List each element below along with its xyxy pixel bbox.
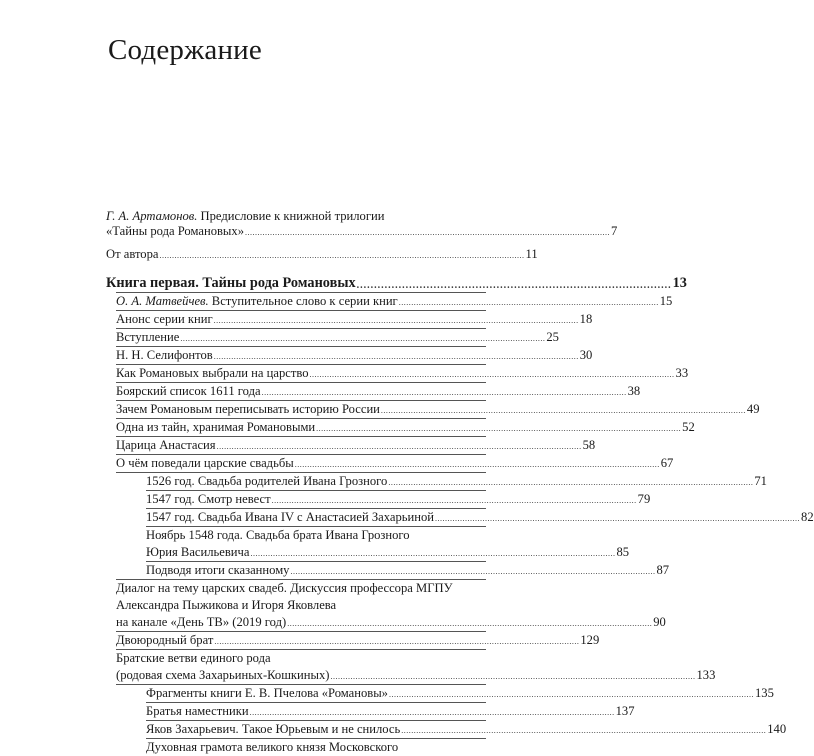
toc-entry-page: 49 [746,402,760,416]
leader-dots: .................................................................................................................................................. [213,352,579,361]
toc-entry-page: 13 [672,275,687,291]
leader-dots: .................................................................................................................................................. [250,549,616,558]
toc-entry-text: Диалог на тему царских свадеб. Дискуссия профессора МГПУ [116,581,453,595]
toc-subentry [146,527,486,544]
toc-entry-text: От автора [106,247,159,261]
leader-dots: .................................................................................................................................................. [214,637,580,646]
leader-dots: .................................................................................................................................................. [213,316,579,325]
toc-entry-page: 11 [525,247,538,261]
toc-entry-page: 7 [611,224,618,238]
toc-entry-text: Боярский список 1611 года [116,384,261,398]
leader-dots: .................................................................................................................................................. [435,514,801,523]
toc-entry [116,455,674,472]
toc-entry [106,223,618,240]
toc-entry [116,347,593,364]
toc-entry-text: 1547 год. Смотр невест [146,492,271,506]
toc-entry-page: 58 [582,438,596,452]
toc-entry [116,614,666,631]
leader-dots: .................................................................................................................................................. [180,334,546,343]
leader-dots: .................................................................................................................................................. [261,388,627,397]
leader-dots: .................................................................................................................................................. [290,567,656,576]
toc-entry-text: Юрия Васильевича [146,545,250,559]
leader-dots: .................................................................................................................................................. [294,460,660,469]
toc-subentry [146,721,787,738]
leader-dots: .................................................................................................................................................. [316,424,682,433]
toc-entry-text: Фрагменты книги Е. В. Пчелова «Романовы» [146,686,388,700]
leader-dots: .................................................................................................................................................. [388,690,754,699]
toc-entry-text: Яков Захарьевич. Такое Юрьевым и не снилось [146,722,401,736]
toc-entry-page: 18 [579,312,593,326]
toc-entry-text: Вступление [116,330,180,344]
toc-subentry [146,739,486,754]
toc-entry-page: 71 [754,474,767,488]
toc-entry-page: 87 [656,563,670,577]
toc-entry-page: 25 [546,330,559,344]
toc-book-heading [106,274,687,293]
toc-entry-page: 133 [696,668,716,682]
toc-entry-author: Г. А. Артамонов. [106,209,198,223]
leader-dots: .................................................................................................................................................. [159,251,525,260]
toc-entry-page: 129 [580,633,600,647]
toc-entry-page: 33 [675,366,689,380]
toc-entry [116,437,596,454]
toc-entry-text: Духовная грамота великого князя Московского [146,740,399,754]
toc-entry [116,329,559,346]
toc-entry [106,246,538,263]
toc-entry [116,580,486,597]
leader-dots: .................................................................................................................................................. [401,726,767,735]
leader-dots: .................................................................................................................................................. [271,496,637,505]
toc-entry-page: 82 [801,510,814,524]
leader-dots: .................................................................................................................................................. [245,228,610,237]
toc-subentry [146,473,767,490]
leader-dots: .................................................................................................................................................. [330,672,696,681]
toc-entry [116,383,641,400]
toc-entry [116,365,689,382]
toc-subentry [146,509,814,526]
toc-entry-text: 1526 год. Свадьба родителей Ивана Грозного [146,474,388,488]
leader-dots: .................................................................................................................................................. [287,619,653,628]
leader-dots: ........................................................................................................ [398,298,659,307]
toc-entry-text: Подводя итоги сказанному [146,563,290,577]
toc-entry-author: О. А. Матвейчев. [116,294,209,308]
toc-entry-page: 67 [660,456,674,470]
toc-entry-text: Царица Анастасия [116,438,216,452]
toc-entry [116,419,695,436]
toc-subentry [146,703,635,720]
toc-entry-text: Анонс серии книг [116,312,213,326]
toc-subentry [146,685,774,702]
leader-dots: .......................................................................................... [356,280,672,291]
toc-entry-text: Предисловие к книжной трилогии [197,209,385,223]
toc-entry [116,667,716,684]
toc-entry [116,293,673,310]
toc-entry [116,597,486,614]
toc-entry [116,632,600,649]
toc-entry-text: Зачем Романовым переписывать историю России [116,402,380,416]
leader-dots: .................................................................................................................................................. [249,708,615,717]
toc-entry-text: Александра Пыжикова и Игоря Яковлева [116,598,337,612]
toc-entry-text: Книга первая. Тайны рода Романовых [106,275,356,291]
page-title: Содержание [108,34,262,66]
toc-entry-text: 1547 год. Свадьба Ивана IV с Анастасией Захарьиной [146,510,435,524]
toc-entry-text: на канале «День ТВ» (2019 год) [116,615,287,629]
toc-entry-page: 140 [767,722,787,736]
toc-entry-page: 30 [579,348,593,362]
toc-entry-text: О чём поведали царские свадьбы [116,456,294,470]
toc-entry-text: Братские ветви единого рода [116,651,271,665]
toc-subentry [146,544,630,561]
toc-entry-page: 79 [637,492,651,506]
toc-subentry [146,491,651,508]
toc-entry-text: Как Романовых выбрали на царство [116,366,309,380]
toc-entry-text: Одна из тайн, хранимая Романовыми [116,420,316,434]
toc-entry-page: 135 [754,686,774,700]
toc-entry [116,401,760,418]
leader-dots: .................................................................................................................................................. [216,442,582,451]
toc-entry-page: 52 [682,420,695,434]
toc-entry [116,650,486,667]
leader-dots: .................................................................................................................................................. [309,370,675,379]
toc-entry-text: Братья наместники [146,704,249,718]
toc-entry-text: «Тайны рода Романовых» [106,224,244,238]
toc-entry-text: Ноябрь 1548 года. Свадьба брата Ивана Грозного [146,528,410,542]
toc-entry-text: Двоюродный брат [116,633,214,647]
toc-entry [116,311,593,328]
toc-entry-page: 85 [616,545,630,559]
toc-entry-text: (родовая схема Захарьиных-Кошкиных) [116,668,330,682]
leader-dots: .................................................................................................................................................. [388,478,754,487]
toc-entry-page: 137 [615,704,635,718]
toc-subentry [146,562,670,579]
toc-entry-text: Вступительное слово к серии книг [208,294,398,308]
toc-entry-page: 38 [627,384,641,398]
leader-dots: .................................................................................................................................................. [380,406,746,415]
toc-entry-page: 15 [659,294,673,308]
toc-entry-page: 90 [653,615,666,629]
toc-entry-text: Н. Н. Селифонтов [116,348,213,362]
